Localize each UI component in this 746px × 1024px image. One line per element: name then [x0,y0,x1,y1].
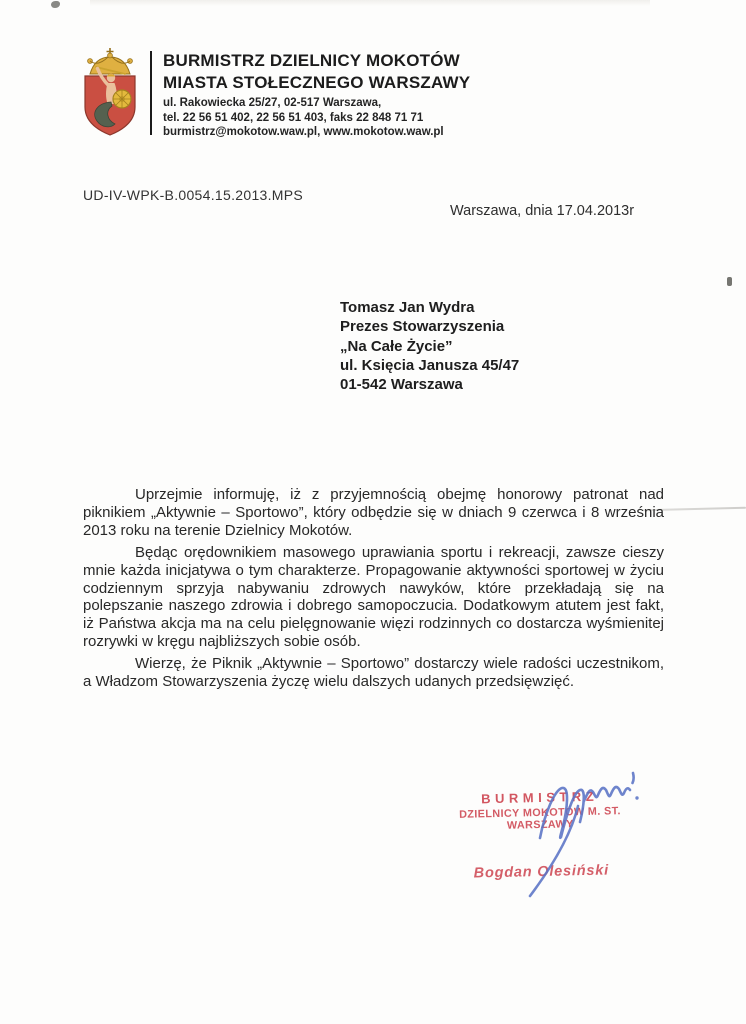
letterhead-email-web: burmistrz@mokotow.waw.pl, www.mokotow.waw.pl [163,126,444,139]
body-paragraph-2: Będąc orędownikiem masowego uprawiania sportu i rekreacji, zawsze cieszy mnie każda inicjatywa o tym charakterze. Propagowanie aktywności sportowej w życiu codziennym sprzyja nabywaniu zdrowych nawyków, które przekładają się na polepszanie naszego zdrowia i dobrego samopoczucia. Dodatkowym atutem jest fakt, iż Państwa akcja ma na celu pielęgnowanie więzi rodzinnych co dostarcza wyśmienitej rozrywki w kręgu najbliższych sobie osób. [83,543,664,651]
recipient-name: Tomasz Jan Wydra [340,299,475,316]
letterhead-divider [150,51,152,135]
recipient-postal-city: 01-542 Warszawa [340,376,463,394]
recipient-street: ul. Księcia Janusza 45/47 [340,356,520,374]
body-paragraph-3: Wierzę, że Piknik „Aktywnie – Sportowo” dostarczy wiele radości uczestnikom, a Władzom Stowarzyszenia życzę wielu dalszych udanych przedsięwzięć. [83,655,664,691]
warsaw-mermaid-coat-of-arms-icon [78,47,142,141]
reference-number: UD-IV-WPK-B.0054.15.2013.MPS [83,187,304,203]
stamp-title-line2: DZIELNICY MOKOTÓW M. ST. WARSZAWY [458,805,621,832]
letterhead [163,50,583,140]
body-paragraph-1: Uprzejmie informuję, iż z przyjemnością obejmę honorowy patronat nad piknikiem „Aktywnie – Sportowo”, który odbędzie się w dniach 9 czerwca i 8 września 2013 roku na terenie Dzielnicy Mokotów. [83,486,664,539]
scan-speck-artifact [727,277,732,286]
letterhead-phone-fax: tel. 22 56 51 402, 22 56 51 403, faks 22 848 71 71 [163,111,424,124]
stamp-title-line1: BURMISTRZ [480,788,599,807]
signature-stamp-block [427,787,654,882]
recipient-organization: „Na Całe Życie” [340,337,453,355]
letterhead-address: ul. Rakowiecka 25/27, 02-517 Warszawa, [163,97,382,109]
signatory-name-stamp: Bogdan Olesiński [473,862,610,882]
scan-speck-artifact [51,1,60,8]
org-name-line1: BURMISTRZ DZIELNICY MOKOTÓW [163,51,460,70]
dateline: Warszawa, dnia 17.04.2013r [450,203,635,219]
recipient-title: Prezes Stowarzyszenia [340,318,505,336]
recipient-block [340,298,519,394]
org-name-line2: MIASTA STOŁECZNEGO WARSZAWY [163,72,471,92]
letter-body [83,486,664,695]
scan-smudge-artifact [90,0,650,6]
